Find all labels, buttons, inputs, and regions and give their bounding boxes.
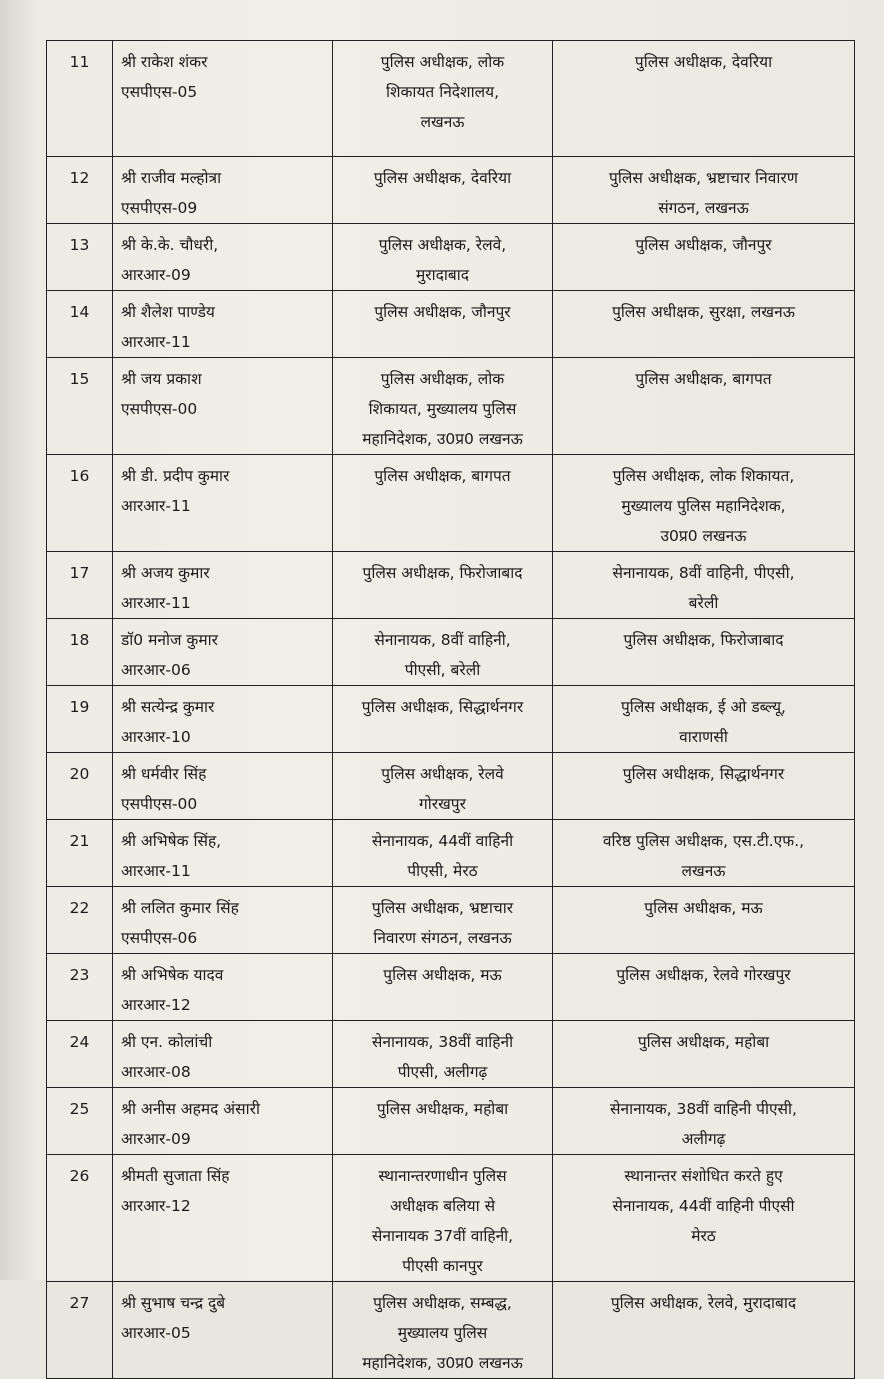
new-posting-line: पुलिस अधीक्षक, जौनपुर	[635, 236, 772, 254]
officer-name-line: एसपीएस-00	[121, 400, 198, 418]
current-posting-line: पीएसी, अलीगढ़	[397, 1063, 488, 1081]
officer-name	[113, 41, 333, 157]
new-posting-line: पुलिस अधीक्षक, भ्रष्टाचार निवारण	[609, 169, 798, 187]
table-row	[47, 1088, 855, 1155]
officer-name	[113, 1282, 333, 1379]
current-posting-line: पुलिस अधीक्षक, भ्रष्टाचार	[371, 899, 514, 917]
new-posting-line: मुख्यालय पुलिस महानिदेशक,	[621, 497, 786, 515]
officer-name	[113, 1021, 333, 1088]
transfer-table	[46, 40, 855, 1379]
current-posting	[333, 954, 553, 1021]
new-posting	[553, 224, 855, 291]
serial-number: 22	[47, 887, 113, 954]
officer-name-line: श्री अभिषेक सिंह,	[121, 832, 222, 850]
serial-number: 15	[47, 358, 113, 455]
officer-name-line: आरआर-11	[121, 497, 191, 515]
officer-name-line: श्री ललित कुमार सिंह	[121, 899, 239, 917]
officer-name-line: आरआर-12	[121, 996, 191, 1014]
serial-number: 27	[47, 1282, 113, 1379]
serial-number: 12	[47, 157, 113, 224]
serial-number: 23	[47, 954, 113, 1021]
serial-number: 13	[47, 224, 113, 291]
serial-number: 11	[47, 41, 113, 157]
current-posting-line: अधीक्षक बलिया से	[389, 1197, 496, 1215]
current-posting-line: पीएसी कानपुर	[402, 1257, 483, 1275]
new-posting	[553, 887, 855, 954]
officer-name	[113, 820, 333, 887]
table-row	[47, 686, 855, 753]
new-posting-line: पुलिस अधीक्षक, रेलवे गोरखपुर	[616, 966, 791, 984]
new-posting-line: सेनानायक, 38वीं वाहिनी पीएसी,	[610, 1100, 797, 1118]
new-posting-line: पुलिस अधीक्षक, बागपत	[635, 370, 772, 388]
table-row	[47, 41, 855, 157]
new-posting-line: वाराणसी	[679, 728, 728, 746]
officer-name-line: एसपीएस-09	[121, 199, 198, 217]
current-posting	[333, 887, 553, 954]
new-posting-line: उ0प्र0 लखनऊ	[660, 527, 747, 545]
table-row	[47, 455, 855, 552]
table-row	[47, 358, 855, 455]
new-posting	[553, 954, 855, 1021]
current-posting-line: पुलिस अधीक्षक, फिरोजाबाद	[362, 564, 523, 582]
officer-name	[113, 887, 333, 954]
officer-name	[113, 224, 333, 291]
current-posting	[333, 157, 553, 224]
officer-name-line: आरआर-12	[121, 1197, 191, 1215]
current-posting	[333, 358, 553, 455]
table-row	[47, 820, 855, 887]
officer-name-line: श्री अभिषेक यादव	[121, 966, 224, 984]
officer-name-line: श्री शैलेश पाण्डेय	[121, 303, 215, 321]
table-row	[47, 1282, 855, 1379]
current-posting-line: महानिदेशक, उ0प्र0 लखनऊ	[362, 1354, 523, 1372]
officer-name-line: श्री के.के. चौधरी,	[121, 236, 219, 254]
current-posting-line: मुरादाबाद	[416, 266, 469, 284]
officer-name-line: श्री अनीस अहमद अंसारी	[121, 1100, 260, 1118]
officer-name-line: श्री सत्येन्द्र कुमार	[121, 698, 215, 716]
officer-name-line: डॉ0 मनोज कुमार	[121, 631, 218, 649]
current-posting-line: लखनऊ	[420, 113, 465, 131]
current-posting	[333, 1155, 553, 1282]
serial-number: 26	[47, 1155, 113, 1282]
current-posting-line: पीएसी, मेरठ	[407, 862, 478, 880]
officer-name	[113, 291, 333, 358]
officer-name-line: श्री एन. कोलांची	[121, 1033, 213, 1051]
serial-number: 18	[47, 619, 113, 686]
new-posting-line: पुलिस अधीक्षक, महोबा	[637, 1033, 770, 1051]
officer-name-line: आरआर-10	[121, 728, 191, 746]
table-row	[47, 552, 855, 619]
current-posting-line: सेनानायक 37वीं वाहिनी,	[371, 1227, 514, 1245]
current-posting	[333, 1021, 553, 1088]
new-posting-line: पुलिस अधीक्षक, सिद्धार्थनगर	[622, 765, 785, 783]
new-posting-line: लखनऊ	[681, 862, 726, 880]
serial-number: 19	[47, 686, 113, 753]
serial-number: 21	[47, 820, 113, 887]
new-posting	[553, 753, 855, 820]
officer-name-line: आरआर-09	[121, 1130, 191, 1148]
current-posting-line: पुलिस अधीक्षक, सिद्धार्थनगर	[361, 698, 524, 716]
officer-name-line: श्री जय प्रकाश	[121, 370, 202, 388]
officer-name-line: श्रीमती सुजाता सिंह	[121, 1167, 230, 1185]
new-posting	[553, 1155, 855, 1282]
current-posting	[333, 820, 553, 887]
new-posting-line: पुलिस अधीक्षक, देवरिया	[634, 53, 773, 71]
current-posting-line: पुलिस अधीक्षक, रेलवे	[381, 765, 504, 783]
current-posting-line: पुलिस अधीक्षक, मऊ	[383, 966, 502, 984]
current-posting	[333, 41, 553, 157]
officer-name-line: एसपीएस-00	[121, 795, 198, 813]
serial-number: 24	[47, 1021, 113, 1088]
new-posting	[553, 1282, 855, 1379]
officer-name-line: एसपीएस-05	[121, 83, 198, 101]
current-posting-line: शिकायत, मुख्यालय पुलिस	[368, 400, 517, 418]
new-posting	[553, 820, 855, 887]
new-posting	[553, 1088, 855, 1155]
officer-name-line: आरआर-11	[121, 594, 191, 612]
current-posting-line: सेनानायक, 44वीं वाहिनी	[371, 832, 514, 850]
officer-name-line: एसपीएस-06	[121, 929, 198, 947]
table-row	[47, 619, 855, 686]
new-posting	[553, 686, 855, 753]
new-posting-line: संगठन, लखनऊ	[658, 199, 749, 217]
officer-name	[113, 619, 333, 686]
table-row	[47, 224, 855, 291]
current-posting-line: पुलिस अधीक्षक, महोबा	[376, 1100, 509, 1118]
current-posting	[333, 552, 553, 619]
current-posting-line: पुलिस अधीक्षक, लोक	[380, 53, 505, 71]
officer-name	[113, 1155, 333, 1282]
current-posting	[333, 1282, 553, 1379]
current-posting-line: पुलिस अधीक्षक, सम्बद्ध,	[373, 1294, 512, 1312]
current-posting-line: निवारण संगठन, लखनऊ	[373, 929, 512, 947]
current-posting	[333, 1088, 553, 1155]
officer-name-line: आरआर-08	[121, 1063, 191, 1081]
new-posting-line: स्थानान्तर संशोधित करते हुए	[624, 1167, 783, 1185]
new-posting-line: पुलिस अधीक्षक, लोक शिकायत,	[612, 467, 795, 485]
current-posting	[333, 291, 553, 358]
new-posting-line: सेनानायक, 8वीं वाहिनी, पीएसी,	[612, 564, 795, 582]
current-posting	[333, 686, 553, 753]
current-posting-line: पुलिस अधीक्षक, देवरिया	[373, 169, 512, 187]
table-row	[47, 157, 855, 224]
current-posting-line: महानिदेशक, उ0प्र0 लखनऊ	[362, 430, 523, 448]
current-posting-line: सेनानायक, 38वीं वाहिनी	[371, 1033, 514, 1051]
current-posting-line: पुलिस अधीक्षक, लोक	[380, 370, 505, 388]
new-posting-line: मेरठ	[691, 1227, 716, 1245]
serial-number: 16	[47, 455, 113, 552]
current-posting	[333, 224, 553, 291]
new-posting	[553, 619, 855, 686]
new-posting	[553, 291, 855, 358]
new-posting-line: पुलिस अधीक्षक, सुरक्षा, लखनऊ	[612, 303, 795, 321]
current-posting-line: मुख्यालय पुलिस	[397, 1324, 488, 1342]
table-row	[47, 1155, 855, 1282]
current-posting	[333, 753, 553, 820]
table-row	[47, 291, 855, 358]
officer-name	[113, 954, 333, 1021]
officer-name-line: आरआर-06	[121, 661, 191, 679]
current-posting-line: सेनानायक, 8वीं वाहिनी,	[374, 631, 511, 649]
table-row	[47, 954, 855, 1021]
new-posting-line: पुलिस अधीक्षक, ई ओ डब्ल्यू,	[621, 698, 786, 716]
new-posting-line: बरेली	[688, 594, 719, 612]
new-posting-line: सेनानायक, 44वीं वाहिनी पीएसी	[612, 1197, 795, 1215]
serial-number: 17	[47, 552, 113, 619]
officer-name-line: श्री डी. प्रदीप कुमार	[121, 467, 230, 485]
officer-name-line: आरआर-05	[121, 1324, 191, 1342]
new-posting	[553, 41, 855, 157]
new-posting-line: पुलिस अधीक्षक, मऊ	[644, 899, 763, 917]
officer-name-line: श्री धर्मवीर सिंह	[121, 765, 207, 783]
new-posting	[553, 358, 855, 455]
serial-number: 25	[47, 1088, 113, 1155]
officer-name	[113, 753, 333, 820]
current-posting-line: पुलिस अधीक्षक, जौनपुर	[374, 303, 511, 321]
table-row	[47, 887, 855, 954]
serial-number: 14	[47, 291, 113, 358]
officer-name	[113, 358, 333, 455]
current-posting-line: पुलिस अधीक्षक, रेलवे,	[378, 236, 507, 254]
officer-name	[113, 686, 333, 753]
current-posting-line: पीएसी, बरेली	[404, 661, 481, 679]
new-posting-line: अलीगढ़	[681, 1130, 726, 1148]
new-posting	[553, 455, 855, 552]
table-row	[47, 1021, 855, 1088]
officer-name-line: श्री राजीव मल्होत्रा	[121, 169, 222, 187]
new-posting	[553, 157, 855, 224]
current-posting-line: स्थानान्तरणाधीन पुलिस	[378, 1167, 507, 1185]
officer-name	[113, 157, 333, 224]
new-posting-line: पुलिस अधीक्षक, फिरोजाबाद	[623, 631, 784, 649]
officer-name-line: आरआर-09	[121, 266, 191, 284]
current-posting-line: पुलिस अधीक्षक, बागपत	[374, 467, 511, 485]
current-posting-line: शिकायत निदेशालय,	[385, 83, 500, 101]
current-posting-line: गोरखपुर	[419, 795, 466, 813]
officer-name-line: श्री सुभाष चन्द्र दुबे	[121, 1294, 226, 1312]
serial-number: 20	[47, 753, 113, 820]
new-posting	[553, 1021, 855, 1088]
new-posting-line: वरिष्ठ पुलिस अधीक्षक, एस.टी.एफ.,	[602, 832, 805, 850]
officer-name	[113, 455, 333, 552]
officer-name-line: आरआर-11	[121, 862, 191, 880]
officer-name-line: आरआर-11	[121, 333, 191, 351]
new-posting	[553, 552, 855, 619]
officer-name	[113, 1088, 333, 1155]
new-posting-line: पुलिस अधीक्षक, रेलवे, मुरादाबाद	[610, 1294, 797, 1312]
current-posting	[333, 455, 553, 552]
table-row	[47, 753, 855, 820]
officer-name-line: श्री राकेश शंकर	[121, 53, 208, 71]
officer-name-line: श्री अजय कुमार	[121, 564, 210, 582]
current-posting	[333, 619, 553, 686]
officer-name	[113, 552, 333, 619]
table-body	[47, 41, 855, 1379]
